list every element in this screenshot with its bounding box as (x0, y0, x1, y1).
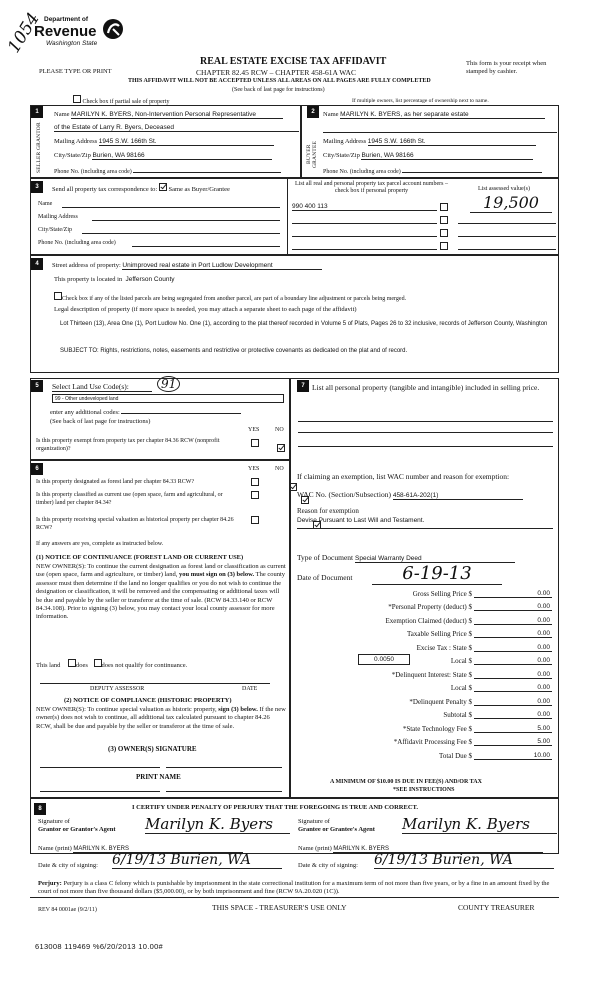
footer-rule (30, 897, 559, 898)
exempt-yes[interactable] (251, 439, 259, 447)
fee-row (322, 706, 552, 720)
buyer-grantee-label: BUYER GRANTEE (306, 140, 318, 168)
fee-row (322, 611, 552, 625)
doc-date[interactable]: 6-19-13 (372, 563, 502, 585)
fee-value[interactable]: 0.00 (474, 617, 552, 625)
fee-label: *Affidavit Processing Fee $ (393, 738, 472, 746)
owner-sig-line-2[interactable] (166, 767, 282, 768)
section-4 (30, 255, 559, 373)
county-treasurer: COUNTY TREASURER (458, 903, 535, 912)
fee-label: Gross Selling Price $ (412, 589, 472, 598)
wac-number[interactable]: 458-61A-202(1) (393, 492, 523, 500)
grantor-signature[interactable]: Marilyn K. Byers (145, 815, 290, 834)
grantor-date-label: Date & city of signing: (38, 862, 98, 869)
grantor-print-name[interactable]: MARILYN K. BYERS (73, 846, 243, 853)
grantor-name-row: Name (print) MARILYN K. BYERS (38, 845, 243, 853)
form-warning: THIS AFFIDAVIT WILL NOT BE ACCEPTED UNLESS ALL AREAS ON ALL PAGES ARE FULLY COMPLETED (128, 78, 431, 84)
does-checkbox[interactable] (68, 659, 76, 667)
corner-note: 1054 (4, 9, 44, 57)
cashier-stamp: 613008 119469 %6/20/2013 10.00# (35, 942, 164, 951)
historic-yes[interactable] (251, 516, 259, 524)
seller-name-2[interactable]: of the Estate of Larry R. Byers, Deceased (54, 124, 299, 132)
date-label: DATE (242, 686, 258, 692)
seller-name[interactable]: MARILYN K. BYERS, Non-Intervention Personal Representative (71, 111, 283, 119)
forest-question: Is this property designated as forest land per chapter 84.33 RCW? (36, 479, 195, 485)
see-back: (See back of last page for instructions) (232, 87, 325, 93)
pp-line-3[interactable] (298, 446, 553, 447)
additional-codes: enter any additional codes: (50, 407, 241, 416)
s5-see-back: (See back of last page for instructions) (50, 418, 151, 425)
partial-sale-row: Check box if partial sale of property (73, 95, 169, 105)
fees-table (322, 584, 552, 760)
s6-no: NO (275, 466, 284, 472)
buyer-address[interactable]: 1945 S.W. 166th St. (368, 138, 536, 146)
fee-row (322, 652, 552, 666)
section-3-number: 3 (31, 181, 43, 193)
send-correspondence: Send all property tax correspondence to: Same as Buyer/Grantee (52, 183, 230, 193)
segregated-row: Check box if any of the listed parcels are being segregated from another parcel, are part of a boundary line adjustment or parcels being merged. (54, 292, 406, 302)
if-yes-note: If any answers are yes, complete as instructed below. (36, 541, 164, 547)
assessed-value[interactable]: 19,500 (470, 193, 552, 213)
street-address[interactable]: Unimproved real estate in Port Ludlow Development (122, 262, 322, 270)
local-rate[interactable]: 0.0050 (358, 654, 410, 665)
s2-name-row: Name MARILYN K. BYERS, as her separate estate (323, 111, 557, 119)
section-5-number: 5 (31, 380, 43, 392)
fee-row (322, 638, 552, 652)
assessed-line-2[interactable] (458, 223, 556, 224)
land-use-label: Select Land Use Code(s): (52, 382, 129, 391)
grantor-sig-label: Signature of Grantor or Grantor's Agent (38, 818, 116, 833)
fee-value[interactable]: 0.00 (474, 671, 552, 679)
please-type: PLEASE TYPE OR PRINT (39, 68, 112, 75)
fee-label: *Delinquent Interest: State $ (391, 670, 472, 679)
fee-value[interactable]: 0.00 (474, 698, 552, 706)
owner-sig-line-1[interactable] (40, 767, 160, 768)
owner-signature-label: (3) OWNER(S) SIGNATURE (108, 745, 197, 753)
exempt-question: Is this property exempt from property tax per chapter 84.36 RCW (nonprofit organization)? (36, 438, 220, 452)
seller-grantor-label: SELLER GRANTOR (36, 122, 42, 173)
reason-label: Reason for exemption (297, 507, 359, 515)
parcel-number[interactable]: 990 400 113 (292, 203, 437, 211)
s3-city-line[interactable] (82, 233, 280, 234)
parcel-personal-checkbox-1[interactable] (440, 203, 448, 211)
assessed-line-3[interactable] (458, 236, 556, 237)
continuance-body: NEW OWNER(S): To continue the current designation as forest land or classification as current use (open space, farm and agriculture, or timber) land, you must sign on (3) below. The county assessor must then determine if the land no longer qualifies or you do not wish to continue the designation or classification, it will be removed and the compensating or additional taxes will be due and payable by the seller or transferor at the time of sale. (RCW 84.33.140 or RCW 84.34.108). Prior to signing (3) below, you may contact your local county assessor for more information. (36, 563, 286, 621)
s3-phone-line[interactable] (132, 246, 280, 247)
s1-addr-row: Mailing Address 1945 S.W. 166th St. (54, 138, 299, 146)
historic-question: Is this property receiving special valuation as historical property per chapter 84.26 RCW? (36, 517, 234, 531)
assessed-label: List assessed value(s) (478, 186, 530, 192)
fee-row (322, 584, 552, 598)
fee-label: *Personal Property (deduct) $ (388, 603, 472, 611)
fee-value[interactable]: 0.00 (474, 644, 552, 652)
fee-label: Exemption Claimed (deduct) $ (385, 616, 472, 625)
county[interactable]: Jefferson County (125, 276, 175, 283)
fee-value[interactable]: 0.00 (474, 630, 552, 638)
rev-number: REV 84 0001ae (9/2/11) (38, 907, 97, 913)
s3-name-line[interactable] (62, 207, 280, 208)
parcel-line-4[interactable] (292, 249, 437, 250)
fee-row (322, 692, 552, 706)
logo-dept: Department of (44, 16, 89, 23)
fee-value[interactable]: 5.00 (474, 738, 552, 746)
buyer-name-2[interactable] (323, 132, 557, 133)
partial-sale-checkbox[interactable] (73, 95, 81, 103)
fee-label: Local $ (450, 684, 472, 692)
fee-value[interactable]: 0.00 (474, 590, 552, 598)
fee-value[interactable]: 0.00 (474, 657, 552, 665)
parcel-line-3[interactable] (292, 236, 437, 237)
section-7-number: 7 (297, 380, 309, 392)
legal-description[interactable]: Lot Thirteen (13), Area One (1), Port Ludlow No. One (1), according to the plat thereof recorded in Volume 5 of Plats, Pages 26 to 32 inclusive, records of Jefferson County, Washington (60, 321, 548, 327)
personal-property-text: List all personal property (tangible and intangible) included in selling price. (312, 383, 540, 392)
fee-label: Subtotal $ (443, 711, 472, 719)
s3-city-label: City/State/Zip (38, 227, 72, 233)
fee-row (322, 665, 552, 679)
segregated-checkbox[interactable] (54, 292, 62, 300)
assessed-line-4[interactable] (458, 249, 556, 250)
receipt-note: This form is your receipt when stamped by cashier. (466, 60, 547, 75)
dor-logo (34, 16, 134, 56)
grantee-name-row: Name (print) MARILYN K. BYERS (298, 845, 543, 853)
fee-row (322, 719, 552, 733)
exempt-no[interactable] (277, 444, 285, 452)
fee-label: Local $ (450, 657, 472, 665)
fee-label: Excise Tax : State $ (416, 643, 472, 652)
parcel-personal-checkbox-4[interactable] (440, 242, 448, 250)
parcel-personal-checkbox-3[interactable] (440, 229, 448, 237)
doc-date-label: Date of Document (297, 573, 353, 582)
historic-title: (2) NOTICE OF COMPLIANCE (HISTORIC PROPERTY) (64, 697, 232, 704)
fee-label: *State Technology Fee $ (402, 724, 472, 733)
fee-value[interactable]: 0.00 (474, 711, 552, 719)
multiple-owners: If multiple owners, list percentage of ownership next to name. (352, 98, 489, 104)
subject-to[interactable]: SUBJECT TO: Rights, restrictions, notes, easements and restrictive or protective covenants as dedicated on the plat and of record. (60, 348, 408, 354)
fee-value[interactable]: 0.00 (474, 603, 552, 611)
grantee-signature[interactable]: Marilyn K. Byers (402, 815, 557, 834)
s1-name-row: Name MARILYN K. BYERS, Non-Intervention Personal Representative (54, 111, 299, 119)
s2-city-row: City/State/Zip Burien, WA 98166 (323, 152, 557, 160)
grantee-print-name[interactable]: MARILYN K. BYERS (333, 846, 543, 853)
legal-label: Legal description of property (if more space is needed, you may attach a separate sheet to each page of the affidavit) (54, 306, 357, 313)
grantee-date-city[interactable]: 6/19/13 Burien, WA (374, 852, 554, 869)
print-name-line-2[interactable] (166, 791, 282, 792)
continuance-title: (1) NOTICE OF CONTINUANCE (FOREST LAND OR CURRENT USE) (36, 554, 244, 561)
print-name-label: PRINT NAME (136, 773, 181, 781)
see-instructions: *SEE INSTRUCTIONS (393, 787, 455, 793)
fee-value[interactable]: 0.00 (474, 684, 552, 692)
fee-row (322, 598, 552, 612)
s1-phone-row: Phone No. (including area code) (54, 166, 299, 175)
street-row: Street address of property: Unimproved real estate in Port Ludlow Development (52, 262, 322, 270)
pp-line-1[interactable] (298, 421, 553, 422)
parcel-list-label: List all real and personal property tax parcel account numbers – check box if personal property (295, 181, 448, 194)
perjury-text: Perjury: Perjury is a class C felony which is punishable by imprisonment in the state correctional institution for a maximum term of not more than five years, or by a fine in an amount fixed by the court of not more than five thousand dollars ($5,000.00), or by both imprisonment and fine (RCW 9A.20.020 (1C)). (38, 880, 550, 896)
form-title: REAL ESTATE EXCISE TAX AFFIDAVIT (200, 56, 387, 67)
located-row: This property is located in Jefferson County (54, 276, 175, 283)
exemption-label: If claiming an exemption, list WAC number and reason for exemption: (297, 472, 510, 481)
s1-city-row: City/State/Zip Burien, WA 98166 (54, 152, 299, 160)
section-8-number: 8 (34, 803, 46, 815)
seller-phone[interactable] (133, 166, 281, 173)
s3-phone-label: Phone No. (including area code) (38, 240, 116, 246)
parcel-line-2[interactable] (292, 223, 437, 224)
forest-yes[interactable] (251, 478, 259, 486)
logo-revenue: Revenue (34, 23, 97, 40)
reason-text[interactable]: Devise Pursuant to Last Will and Testament. (297, 517, 425, 524)
parcel-personal-checkbox-2[interactable] (440, 216, 448, 224)
s3-divider (287, 178, 288, 255)
min-due: A MINIMUM OF $10.00 IS DUE IN FEE(S) AND/OR TAX (330, 779, 482, 785)
certify: I CERTIFY UNDER PENALTY OF PERJURY THAT THE FOREGOING IS TRUE AND CORRECT. (132, 804, 419, 811)
buyer-phone[interactable] (402, 166, 542, 173)
s2-phone-row: Phone No. (including area code) (323, 166, 557, 175)
current-use-yes[interactable] (251, 491, 259, 499)
land-use-line (52, 391, 152, 392)
land-use-code[interactable]: 91 (157, 376, 180, 392)
seller-address[interactable]: 1945 S.W. 166th St. (99, 138, 274, 146)
this-land-row: This land does does not qualify for continuance. (36, 659, 187, 669)
grantee-date-label: Date & city of signing: (298, 862, 358, 869)
current-use-question: Is this property classified as current use (open space, farm and agricultural, or timber) land per chapter 84.34? (36, 492, 223, 506)
section-1-number: 1 (31, 106, 43, 118)
seller-city[interactable]: Burien, WA 98166 (92, 152, 272, 160)
section-2-number: 2 (307, 106, 319, 118)
treasurer-space: THIS SPACE - TREASURER'S USE ONLY (212, 903, 347, 912)
fee-value[interactable]: 5.00 (474, 725, 552, 733)
s3-name-row: Name (38, 201, 53, 207)
fee-row (322, 733, 552, 747)
buyer-name[interactable]: MARILYN K. BYERS, as her separate estate (340, 111, 545, 119)
s2-addr-row: Mailing Address 1945 S.W. 166th St. (323, 138, 557, 146)
land-use-select[interactable]: 99 - Other undeveloped land (52, 394, 284, 403)
does-not-checkbox[interactable] (94, 659, 102, 667)
fee-row (322, 679, 552, 693)
logo-state: Washington State (46, 40, 98, 47)
deputy-label: DEPUTY ASSESSOR (90, 686, 145, 692)
fee-label: *Delinquent Penalty $ (409, 697, 472, 706)
section-6-number: 6 (31, 463, 43, 475)
fee-label: Taxable Selling Price $ (406, 630, 472, 638)
grantor-date-city[interactable]: 6/19/13 Burien, WA (112, 852, 282, 869)
doc-type-row: Type of Document Special Warranty Deed (297, 553, 515, 563)
print-name-line-1[interactable] (40, 791, 160, 792)
grantee-sig-label: Signature of Grantee or Grantee's Agent (298, 818, 375, 833)
fee-value[interactable]: 10.00 (474, 752, 552, 760)
s5-yes: YES (248, 427, 260, 433)
pp-line-2[interactable] (298, 432, 553, 433)
fee-row (322, 625, 552, 639)
fee-row (322, 746, 552, 760)
reason-line (297, 528, 553, 529)
section-4-number: 4 (31, 258, 43, 270)
historic-body: NEW OWNER(S): To continue special valuation as historic property, sign (3) below. If the new owner(s) does not wish to continue, all additional tax calculated pursuant to chapter 84.26 RCW, shall be due and payable by the seller or transferor at the time of sale. (36, 706, 286, 730)
fee-label: Total Due $ (439, 751, 472, 760)
s3-addr-label: Mailing Address (38, 214, 78, 220)
same-as-buyer-checkbox[interactable] (159, 183, 167, 191)
deputy-line[interactable] (40, 683, 270, 684)
revenue-logo-icon (102, 18, 124, 40)
doc-type[interactable]: Special Warranty Deed (355, 555, 515, 563)
s6-yes: YES (248, 466, 260, 472)
additional-codes-input[interactable] (121, 407, 241, 414)
wac-row: WAC No. (Section/Subsection) 458-61A-202(1) (297, 490, 523, 500)
s3-addr-line[interactable] (92, 220, 280, 221)
form-chapter: CHAPTER 82.45 RCW – CHAPTER 458-61A WAC (196, 68, 356, 77)
s5-no: NO (275, 427, 284, 433)
buyer-city[interactable]: Burien, WA 98166 (361, 152, 533, 160)
